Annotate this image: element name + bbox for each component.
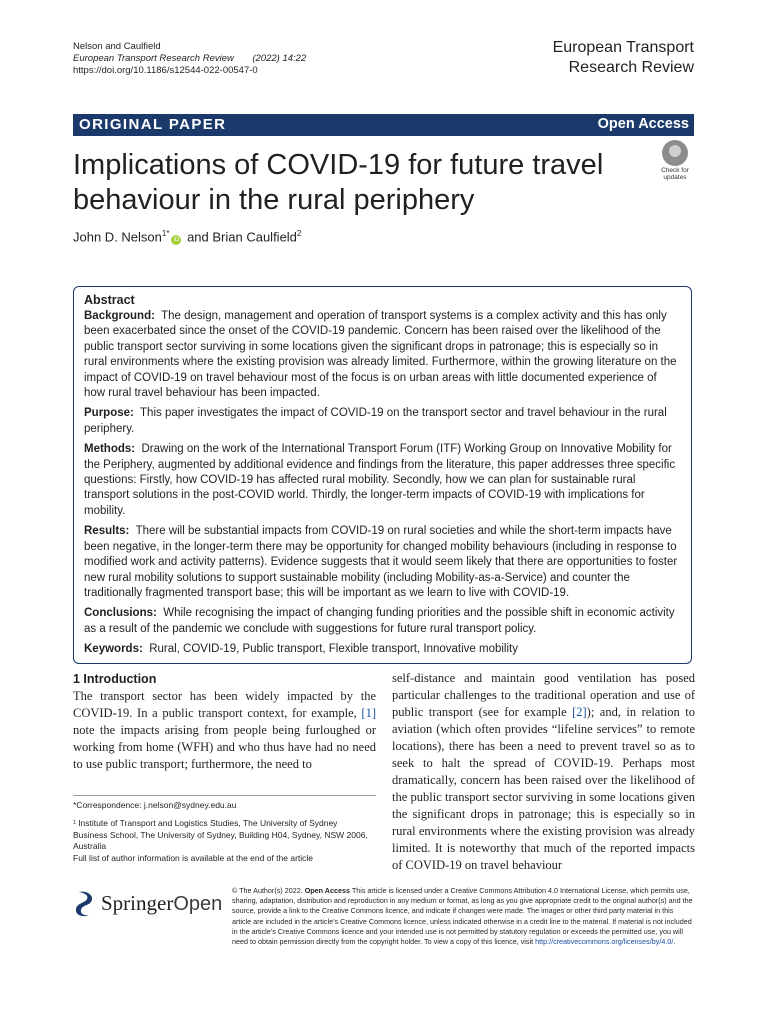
check-for-updates-badge[interactable]: [655, 140, 695, 180]
license-link[interactable]: http://creativecommons.org/licenses/by/4.0/: [535, 937, 674, 947]
methods-label: Methods:: [84, 443, 136, 456]
publisher-name-open: Open: [173, 893, 223, 915]
header-year-volume: (2022) 14:22: [252, 53, 307, 64]
license-statement: [232, 886, 694, 947]
journal-name-line1: European Transport: [552, 39, 694, 56]
citation-link-2[interactable]: [2]: [572, 705, 587, 719]
methods-text: Drawing on the work of the International Transport Forum (ITF) Working Group on Innovative Mobility for the Periphery, augmented by additional evidence and findings from the literature, this paper addresses three specific questions: Firstly, how COVID-19 has affected rural mobility. Secondly, how we can plan for sustainable rural transport solutions in the post-COVID world. Thirdly, the longer-term impacts of COVID-19 with implications for mobility.: [84, 443, 676, 517]
footnote-divider: [73, 795, 376, 796]
running-header: [73, 41, 306, 77]
conclusions-text: While recognising the impact of changing funding priorities and the possible shift in economic activity as a result of the pandemic we conclude with suggestions for future rural transport policy.: [84, 607, 675, 635]
keywords-label: Keywords:: [84, 643, 143, 656]
results-text: There will be substantial impacts from COVID-19 on rural societies and while the short-term impacts have been negative, in the longer-term there may be opportunity for changed mobility behaviours (including in response to modified work and activity patterns). Evidence suggests that it would seem likely that there are opportunities to foster new rural mobility solutions to support sustainable mobility (including Mobility-as-a-Service) and counter the traditionally fragmented transport base; this will be important as we learn to live with COVID-19.: [84, 525, 678, 599]
body-column-left: [73, 670, 376, 773]
license-end: .: [673, 937, 676, 947]
author-nelson-affil: 1*: [161, 229, 170, 238]
abstract-background: [84, 309, 681, 401]
check-updates-line1: Check for: [661, 167, 689, 174]
section-heading-introduction: 1 Introduction: [73, 672, 157, 686]
body-column-right: [392, 670, 695, 874]
results-label: Results:: [84, 525, 130, 538]
intro-p2-end: ); and, in relation to aviation (which often provides “lifeline services” to remote locations), there has been a need to prevent travel so as to seek to halt the spread of COVID-19. Perhaps most dramatically, concern has been raised over the likelihood of the public transport sector surviving in some locations given the significant drops in patronage; this is especially so in rural environments where the existing provision was already limited. It is noteworthy that much of the reported impacts of COVID-19 on travel behaviour: [392, 705, 695, 872]
abstract-methods: [84, 442, 681, 519]
author-list: [73, 229, 301, 245]
publisher-name-springer: Springer: [101, 891, 174, 915]
author-caulfield-affil: 2: [296, 229, 302, 238]
license-copyright: © The Author(s) 2022.: [232, 886, 305, 895]
article-type-banner: [73, 114, 694, 136]
abstract-results: [84, 524, 681, 601]
author-nelson[interactable]: John D. Nelson: [73, 229, 162, 245]
header-journal: European Transport Research Review: [73, 53, 234, 64]
abstract-conclusions: [84, 606, 681, 637]
abstract-box: [73, 286, 692, 664]
header-citation: [73, 53, 306, 65]
author-caulfield[interactable]: and Brian Caulfield: [183, 229, 297, 245]
purpose-label: Purpose:: [84, 407, 134, 420]
intro-p2-start: self-distance and maintain good ventilation has posed particular challenges to the traditional operation and use of public transport (see for example: [392, 671, 695, 719]
open-access-label: Open Access: [597, 116, 689, 132]
license-body: This article is licensed under a Creative Commons Attribution 4.0 International License, which permits use, sharing, adaptation, distribution and reproduction in any medium or format, as long as you give appropriate credit to the original author(s) and the source, provide a link to the Creative Commons licence, and indicate if changes were made. The images or other third party material in this article are included in the article’s Creative Commons licence, unless indicated otherwise in a credit line to the material. If material is not included in the article’s Creative Commons licence and your intended use is not permitted by statutory regulation or exceeds the permitted use, you will need to obtain permission directly from the copyright holder. To view a copy of this licence, visit: [232, 886, 693, 947]
abstract-keywords: [84, 642, 681, 657]
springer-horse-icon: [73, 890, 97, 918]
intro-p1-end: note the impacts arising from people being furloughed or working from home (WFH) and who thus have had no need to use public transport; furthermore, the need to: [73, 723, 376, 771]
journal-name: [553, 38, 694, 78]
abstract-purpose: [84, 406, 681, 437]
conclusions-label: Conclusions:: [84, 607, 157, 620]
orcid-icon[interactable]: iD: [171, 235, 181, 245]
header-doi[interactable]: https://doi.org/10.1186/s12544-022-00547-0: [73, 65, 258, 76]
intro-p1-start: The transport sector has been widely impacted by the COVID-19. In a public transport context, for example,: [73, 689, 376, 720]
license-open-access: Open Access: [304, 886, 350, 895]
check-updates-text: [655, 167, 695, 181]
author-info-footnote: Full list of author information is available at the end of the article: [73, 853, 314, 863]
correspondence-footnote: *Correspondence: j.nelson@sydney.edu.au: [73, 800, 237, 810]
citation-link-1[interactable]: [1]: [361, 706, 376, 720]
intro-paragraph-1: [73, 688, 376, 773]
keywords-text: Rural, COVID-19, Public transport, Flexible transport, Innovative mobility: [149, 643, 518, 656]
purpose-text: This paper investigates the impact of COVID-19 on the transport sector and travel behaviour in the rural periphery.: [84, 407, 667, 435]
header-authors: Nelson and Caulfield: [73, 41, 161, 52]
article-type-label: ORIGINAL PAPER: [79, 116, 227, 133]
check-updates-icon: [662, 140, 688, 166]
intro-paragraph-2: [392, 670, 695, 874]
background-label: Background:: [84, 310, 155, 322]
journal-name-line2: Research Review: [568, 59, 694, 76]
article-title: Implications of COVID-19 for future travel behaviour in the rural periphery: [73, 149, 604, 216]
publisher-name: [101, 891, 222, 916]
background-text: The design, management and operation of transport systems is a complex activity and this has only been exacerbated since the onset of the COVID-19 pandemic. Concern has been raised over the likelihood of the public transport sector surviving in some locations given the significant drops in patronage; this is especially so in rural environments where the existing provision was already limited. Furthermore, within the growing literature on the impact of COVID-19 on travel behaviour most of the focus is on urban areas with little documented experience of how rural travel behaviour has been impacted.: [84, 310, 677, 400]
affiliation-footnote: ¹ Institute of Transport and Logistics Studies, The University of Sydney Business School, The University of Sydney, Building H04, Sydney, NSW 2006, Australia: [73, 818, 368, 851]
check-updates-line2: updates: [663, 174, 687, 181]
abstract-heading: Abstract: [84, 293, 135, 307]
